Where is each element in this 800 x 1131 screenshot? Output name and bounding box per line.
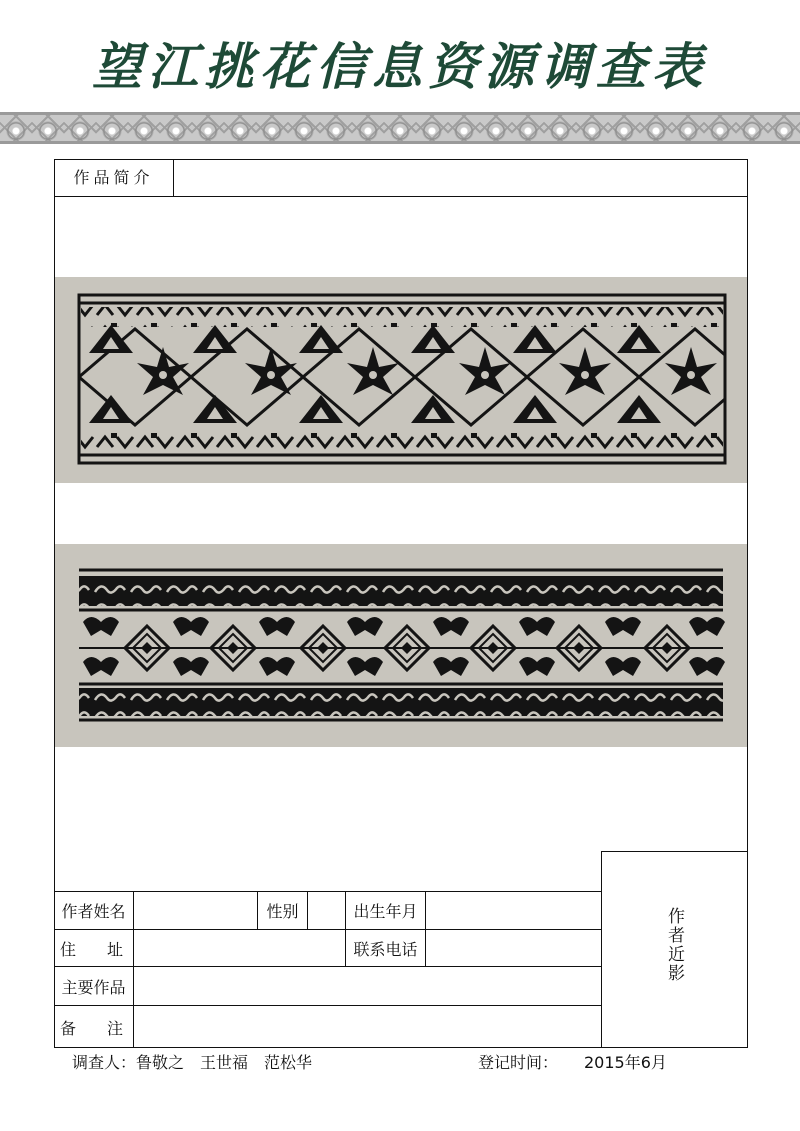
address-label-a: 住	[60, 939, 77, 959]
surveyors-text: 调查人：鲁敬之 王世福 范松华	[72, 1053, 313, 1072]
remarks-label-a: 备	[60, 1018, 77, 1038]
row-remarks	[54, 1005, 602, 1048]
remarks-label	[54, 1006, 134, 1048]
remarks-value[interactable]	[134, 1006, 602, 1048]
works-label: 主要作品	[54, 967, 134, 1005]
row-author-name	[54, 891, 602, 929]
address-label-b: 址	[106, 939, 123, 959]
row-address	[54, 929, 602, 966]
author-name-label: 作者姓名	[54, 892, 134, 929]
embroidery-image-bottom	[55, 544, 747, 747]
embroidery-image-top	[55, 277, 747, 483]
gender-value[interactable]	[308, 892, 346, 929]
author-photo-box	[601, 851, 748, 1048]
birth-label: 出生年月	[346, 892, 426, 929]
author-photo-label: 作者近影	[664, 907, 684, 983]
author-name-value[interactable]	[134, 892, 258, 929]
address-label	[54, 930, 134, 966]
phone-value[interactable]	[426, 930, 602, 966]
intro-label: 作品简介	[54, 159, 174, 197]
intro-row	[54, 159, 748, 197]
page-title: 望江挑花信息资源调查表	[92, 37, 708, 96]
gender-label: 性别	[258, 892, 308, 929]
decorative-border-band	[0, 112, 800, 144]
row-works	[54, 966, 602, 1005]
address-value[interactable]	[134, 930, 346, 966]
phone-label: 联系电话	[346, 930, 426, 966]
works-value[interactable]	[134, 967, 602, 1005]
remarks-label-b: 注	[106, 1018, 123, 1038]
date-value: 2015年6月	[584, 1053, 667, 1072]
date-label: 登记时间：	[478, 1053, 559, 1072]
birth-value[interactable]	[426, 892, 602, 929]
